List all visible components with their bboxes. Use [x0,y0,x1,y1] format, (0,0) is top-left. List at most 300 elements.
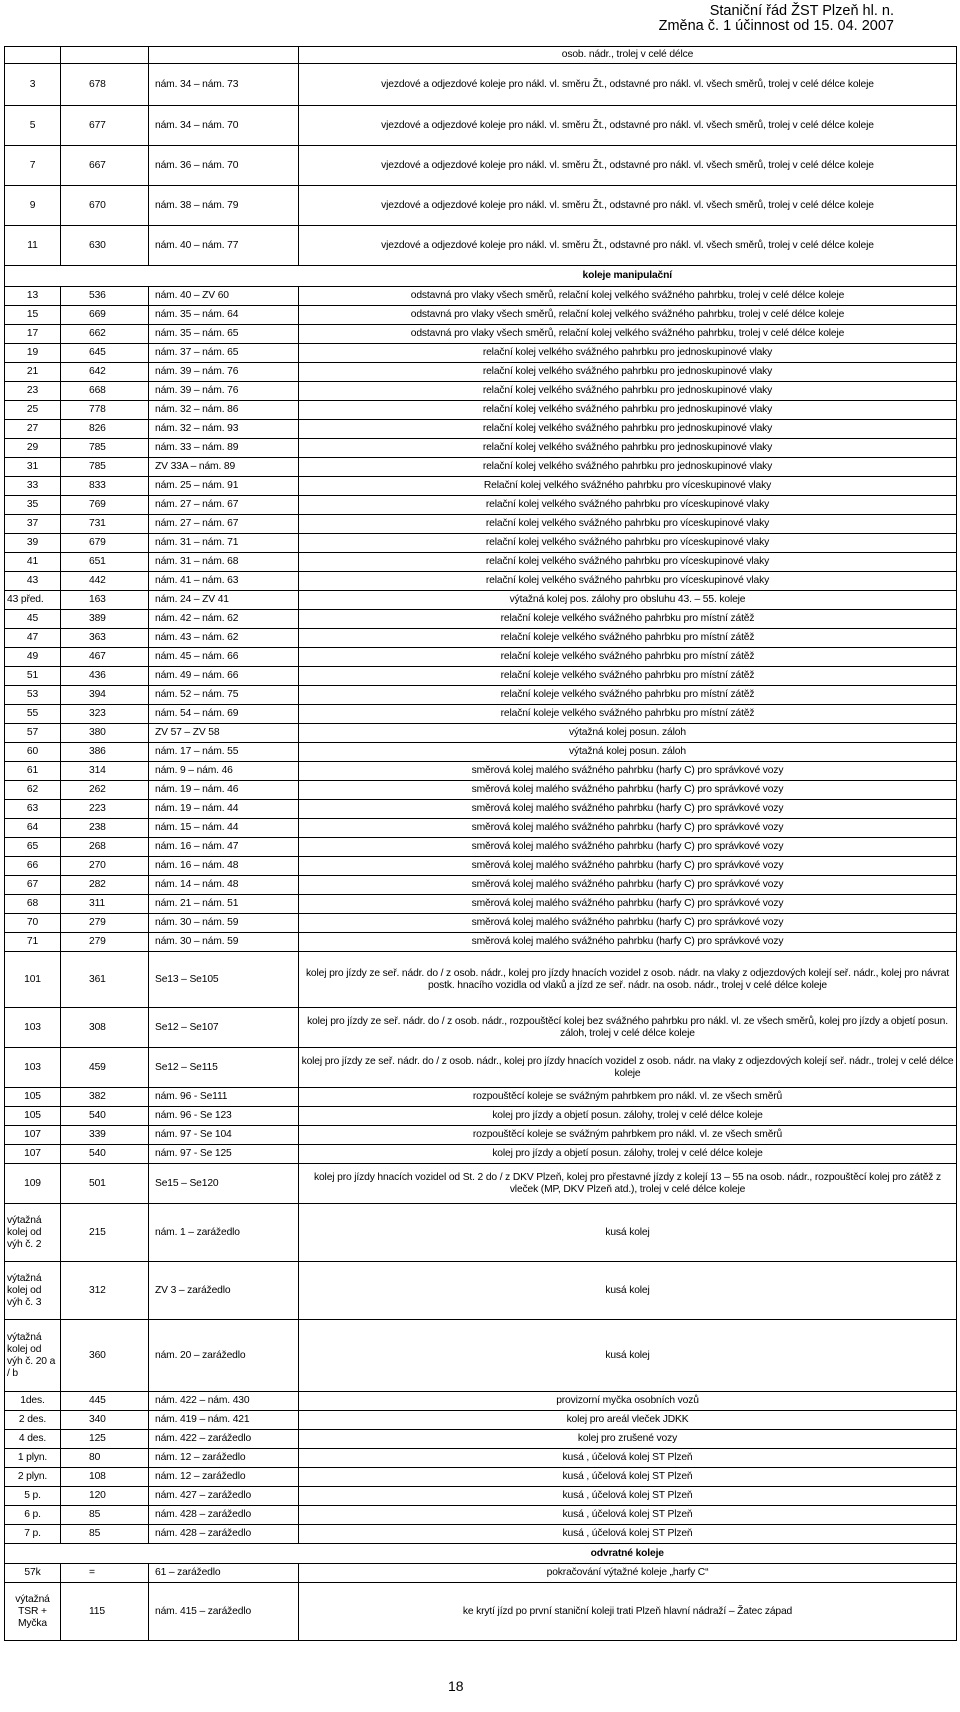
useful-length-cell: 668 [61,382,149,401]
track-table [4,46,957,1641]
track-purpose-cell: relační kolej velkého svážného pahrbku pro jednoskupinové vlaky [299,363,957,382]
track-purpose-cell: kolej pro areál vleček JDKK [299,1411,957,1430]
table-row [5,1107,957,1126]
useful-length-cell: 445 [61,1392,149,1411]
track-number-cell: 105 [5,1107,61,1126]
table-row [5,1048,957,1088]
track-number-cell: 19 [5,344,61,363]
useful-length-cell: 85 [61,1506,149,1525]
track-purpose-cell: odstavná pro vlaky všech směrů, relační kolej velkého svážného pahrbku, trolej v celé délce koleje [299,306,957,325]
track-limits-cell: nám. 31 – nám. 68 [149,553,299,572]
track-number-cell: 15 [5,306,61,325]
table-row [5,1145,957,1164]
track-number-cell: výtažná kolej od výh č. 2 [5,1204,61,1262]
track-number-cell: 2 des. [5,1411,61,1430]
track-limits-cell: nám. 19 – nám. 44 [149,800,299,819]
table-row [5,325,957,344]
track-table-wrapper [4,46,956,1641]
useful-length-cell: 282 [61,876,149,895]
track-limits-cell: nám. 41 – nám. 63 [149,572,299,591]
table-row [5,1392,957,1411]
useful-length-cell: 785 [61,458,149,477]
table-row [5,762,957,781]
section-heading: odvratné koleje [299,1544,957,1564]
track-number-cell: 47 [5,629,61,648]
track-number-cell: 71 [5,933,61,952]
track-purpose-cell: směrová kolej malého svážného pahrbku (harfy C) pro správkové vozy [299,819,957,838]
track-purpose-cell: provizorní myčka osobních vozů [299,1392,957,1411]
track-purpose-cell: odstavná pro vlaky všech směrů, relační kolej velkého svážného pahrbku, trolej v celé délce koleje [299,287,957,306]
useful-length-cell: 540 [61,1107,149,1126]
track-number-cell: 107 [5,1126,61,1145]
table-row [5,800,957,819]
table-row [5,1164,957,1204]
track-limits-cell: nám. 42 – nám. 62 [149,610,299,629]
track-number-cell: 35 [5,496,61,515]
useful-length-cell: 459 [61,1048,149,1088]
table-row [5,743,957,762]
useful-length-cell: 679 [61,534,149,553]
track-limits-cell: nám. 31 – nám. 71 [149,534,299,553]
table-row [5,344,957,363]
useful-length-cell: 642 [61,363,149,382]
useful-length-cell: 670 [61,186,149,226]
table-row [5,705,957,724]
track-purpose-cell: kusá , účelová kolej ST Plzeň [299,1449,957,1468]
track-number-cell: 21 [5,363,61,382]
track-purpose-cell: relační koleje velkého svážného pahrbku pro místní zátěž [299,610,957,629]
track-purpose-cell: kolej pro jízdy ze seř. nádr. do / z osob. nádr., kolej pro jízdy hnacích vozidel z osob. nádr. na vlaky z odjezdových kolejí seř. nádr., trolej v celé délce koleje [299,1048,957,1088]
track-number-cell: 9 [5,186,61,226]
section-row [5,266,957,287]
table-row [5,1525,957,1544]
track-purpose-cell: kusá kolej [299,1320,957,1392]
track-limits-cell: nám. 428 – zarážedlo [149,1506,299,1525]
useful-length-cell: 108 [61,1468,149,1487]
useful-length-cell: 312 [61,1262,149,1320]
track-purpose-cell: výtažná kolej posun. záloh [299,724,957,743]
track-number-cell: 70 [5,914,61,933]
table-row [5,629,957,648]
track-limits-cell: nám. 19 – nám. 46 [149,781,299,800]
track-number-cell: 2 plyn. [5,1468,61,1487]
useful-length-cell: 268 [61,838,149,857]
track-limits-cell: nám. 16 – nám. 48 [149,857,299,876]
table-row [5,1320,957,1392]
track-limits-cell: nám. 96 - Se 123 [149,1107,299,1126]
track-number-cell: 62 [5,781,61,800]
track-limits-cell: nám. 422 – nám. 430 [149,1392,299,1411]
track-number-cell: výtažná kolej od výh č. 3 [5,1262,61,1320]
track-number-cell: výtažná TSR + Myčka [5,1583,61,1641]
table-row [5,496,957,515]
track-number-cell: 41 [5,553,61,572]
track-purpose-cell: Relační kolej velkého svážného pahrbku pro víceskupinové vlaky [299,477,957,496]
table-row [5,648,957,667]
track-number-cell: 57k [5,1564,61,1583]
track-purpose-cell: kolej pro jízdy a objetí posun. zálohy, trolej v celé délce koleje [299,1107,957,1126]
useful-length-cell: 238 [61,819,149,838]
track-limits-cell: ZV 3 – zarážedlo [149,1262,299,1320]
track-number-cell: 60 [5,743,61,762]
track-limits-cell: nám. 36 – nám. 70 [149,146,299,186]
useful-length-cell: 769 [61,496,149,515]
useful-length-cell: 262 [61,781,149,800]
track-number-cell: 1des. [5,1392,61,1411]
section-heading: koleje manipulační [299,266,957,287]
useful-length-cell: 311 [61,895,149,914]
track-limits-cell: nám. 15 – nám. 44 [149,819,299,838]
table-row [5,1583,957,1641]
track-number-cell: 67 [5,876,61,895]
useful-length-cell: 389 [61,610,149,629]
track-number-cell: 25 [5,401,61,420]
useful-length-cell: 630 [61,226,149,266]
useful-length-cell: 662 [61,325,149,344]
table-row [5,1411,957,1430]
track-number-cell: 6 p. [5,1506,61,1525]
track-number-cell: 3 [5,64,61,106]
track-number-cell: 23 [5,382,61,401]
track-limits-cell: nám. 32 – nám. 86 [149,401,299,420]
useful-length-cell: 669 [61,306,149,325]
useful-length-cell: 323 [61,705,149,724]
track-limits-cell: nám. 21 – nám. 51 [149,895,299,914]
useful-length-cell: 436 [61,667,149,686]
useful-length-cell: 667 [61,146,149,186]
useful-length-cell: 120 [61,1487,149,1506]
track-number-cell: 4 des. [5,1430,61,1449]
table-row [5,952,957,1008]
track-purpose-cell: relační kolej velkého svážného pahrbku pro jednoskupinové vlaky [299,382,957,401]
track-limits-cell: nám. 27 – nám. 67 [149,515,299,534]
track-purpose-cell: rozpouštěcí koleje se svážným pahrbkem pro nákl. vl. ze všech směrů [299,1126,957,1145]
useful-length-cell: 363 [61,629,149,648]
track-purpose-cell: vjezdové a odjezdové koleje pro nákl. vl. směru Žt., odstavné pro nákl. vl. všech směrů, trolej v celé délce koleje [299,186,957,226]
table-row [5,515,957,534]
table-row [5,1262,957,1320]
track-number-cell: 109 [5,1164,61,1204]
useful-length-cell: 361 [61,952,149,1008]
track-limits-cell: nám. 32 – nám. 93 [149,420,299,439]
track-table-body [5,47,957,1641]
track-purpose-cell: kusá kolej [299,1204,957,1262]
useful-length-cell: 223 [61,800,149,819]
track-purpose-cell: kusá , účelová kolej ST Plzeň [299,1506,957,1525]
table-row [5,876,957,895]
track-number-cell: 29 [5,439,61,458]
track-number-cell: 31 [5,458,61,477]
table-row [5,1204,957,1262]
table-row [5,226,957,266]
track-number-cell: 5 p. [5,1487,61,1506]
track-limits-cell: nám. 37 – nám. 65 [149,344,299,363]
useful-length-cell: 115 [61,1583,149,1641]
track-purpose-cell: směrová kolej malého svážného pahrbku (harfy C) pro správkové vozy [299,838,957,857]
track-number-cell: 103 [5,1008,61,1048]
table-row [5,591,957,610]
track-purpose-cell: vjezdové a odjezdové koleje pro nákl. vl. směru Žt., odstavné pro nákl. vl. všech směrů, trolej v celé délce koleje [299,64,957,106]
page-number: 18 [448,1678,464,1694]
track-purpose-cell: relační koleje velkého svážného pahrbku pro místní zátěž [299,629,957,648]
continuation-text: osob. nádr., trolej v celé délce [299,47,957,64]
track-limits-cell: nám. 54 – nám. 69 [149,705,299,724]
track-limits-cell: nám. 25 – nám. 91 [149,477,299,496]
track-purpose-cell: směrová kolej malého svážného pahrbku (harfy C) pro správkové vozy [299,876,957,895]
track-purpose-cell: relační koleje velkého svážného pahrbku pro místní zátěž [299,686,957,705]
track-limits-cell: nám. 9 – nám. 46 [149,762,299,781]
track-limits-cell: Se13 – Se105 [149,952,299,1008]
useful-length-cell: = [61,1564,149,1583]
track-number-cell: 66 [5,857,61,876]
track-limits-cell: nám. 30 – nám. 59 [149,914,299,933]
track-limits-cell: nám. 427 – zarážedlo [149,1487,299,1506]
track-number-cell: výtažná kolej od výh č. 20 a / b [5,1320,61,1392]
useful-length-cell: 340 [61,1411,149,1430]
track-purpose-cell: směrová kolej malého svážného pahrbku (harfy C) pro správkové vozy [299,895,957,914]
table-row [5,1449,957,1468]
useful-length-cell: 270 [61,857,149,876]
track-limits-cell: nám. 20 – zarážedlo [149,1320,299,1392]
table-row [5,1088,957,1107]
track-purpose-cell: relační koleje velkého svážného pahrbku pro místní zátěž [299,648,957,667]
track-number-cell: 103 [5,1048,61,1088]
track-limits-cell: nám. 16 – nám. 47 [149,838,299,857]
track-purpose-cell: ke krytí jízd po první staniční koleji trati Plzeň hlavní nádraží – Žatec západ [299,1583,957,1641]
track-limits-cell: nám. 1 – zarážedlo [149,1204,299,1262]
useful-length-cell: 382 [61,1088,149,1107]
track-purpose-cell: směrová kolej malého svážného pahrbku (harfy C) pro správkové vozy [299,933,957,952]
track-purpose-cell: odstavná pro vlaky všech směrů, relační kolej velkého svážného pahrbku, trolej v celé délce koleje [299,325,957,344]
track-number-cell: 53 [5,686,61,705]
track-number-cell: 57 [5,724,61,743]
useful-length-cell: 536 [61,287,149,306]
track-purpose-cell: kusá kolej [299,1262,957,1320]
section-blank [5,266,299,287]
track-limits-cell: nám. 97 - Se 125 [149,1145,299,1164]
track-number-cell: 13 [5,287,61,306]
table-row [5,724,957,743]
track-limits-cell: Se12 – Se107 [149,1008,299,1048]
track-limits-cell: nám. 12 – zarážedlo [149,1449,299,1468]
track-limits-cell: nám. 43 – nám. 62 [149,629,299,648]
track-purpose-cell: směrová kolej malého svážného pahrbku (harfy C) pro správkové vozy [299,800,957,819]
track-limits-cell: nám. 12 – zarážedlo [149,1468,299,1487]
track-purpose-cell: kolej pro jízdy ze seř. nádr. do / z osob. nádr., kolej pro jízdy hnacích vozidel z osob. nádr. na vlaky z odjezdových kolejí seř. nádr., kolej pro návrat postk. hnacího vozidla od vlaků a jízd ze seř. nádr. na osob. nádr., trolej v celé délce koleje [299,952,957,1008]
table-row [5,106,957,146]
useful-length-cell: 339 [61,1126,149,1145]
track-purpose-cell: kolej pro jízdy ze seř. nádr. do / z osob. nádr., rozpouštěcí kolej bez svážného pahrbku pro nákl. vl. ze všech směrů, kolej pro jízdy a objetí posun. záloh, trolej v celé délce koleje [299,1008,957,1048]
track-number-cell: 17 [5,325,61,344]
track-purpose-cell: relační kolej velkého svážného pahrbku pro jednoskupinové vlaky [299,439,957,458]
track-limits-cell: nám. 38 – nám. 79 [149,186,299,226]
table-row [5,64,957,106]
track-purpose-cell: relační kolej velkého svážného pahrbku pro jednoskupinové vlaky [299,344,957,363]
table-row [5,819,957,838]
track-number-cell: 65 [5,838,61,857]
useful-length-cell: 163 [61,591,149,610]
track-number-cell: 39 [5,534,61,553]
useful-length-cell: 215 [61,1204,149,1262]
track-number-cell: 68 [5,895,61,914]
track-limits-cell: nám. 24 – ZV 41 [149,591,299,610]
track-limits-cell: nám. 419 – nám. 421 [149,1411,299,1430]
track-number-cell: 105 [5,1088,61,1107]
table-row [5,382,957,401]
table-row [5,1008,957,1048]
track-number-cell: 43 [5,572,61,591]
useful-length-cell: 785 [61,439,149,458]
track-limits-cell: nám. 97 - Se 104 [149,1126,299,1145]
track-number-cell: 45 [5,610,61,629]
track-purpose-cell: směrová kolej malého svážného pahrbku (harfy C) pro správkové vozy [299,781,957,800]
table-row [5,610,957,629]
track-number-cell: 107 [5,1145,61,1164]
track-limits-cell: nám. 415 – zarážedlo [149,1583,299,1641]
useful-length-cell: 540 [61,1145,149,1164]
track-number-cell: 55 [5,705,61,724]
continuation-blank [149,47,299,64]
track-limits-cell: 61 – zarážedlo [149,1564,299,1583]
track-number-cell: 49 [5,648,61,667]
track-purpose-cell: relační kolej velkého svážného pahrbku pro víceskupinové vlaky [299,496,957,515]
track-number-cell: 5 [5,106,61,146]
track-limits-cell: nám. 40 – ZV 60 [149,287,299,306]
track-limits-cell: nám. 39 – nám. 76 [149,363,299,382]
useful-length-cell: 314 [61,762,149,781]
useful-length-cell: 731 [61,515,149,534]
track-limits-cell: nám. 40 – nám. 77 [149,226,299,266]
continuation-row [5,47,957,64]
table-row [5,1487,957,1506]
track-purpose-cell: vjezdové a odjezdové koleje pro nákl. vl. směru Žt., odstavné pro nákl. vl. všech směrů, trolej v celé délce koleje [299,106,957,146]
useful-length-cell: 677 [61,106,149,146]
useful-length-cell: 360 [61,1320,149,1392]
track-number-cell: 1 plyn. [5,1449,61,1468]
useful-length-cell: 678 [61,64,149,106]
track-number-cell: 33 [5,477,61,496]
track-purpose-cell: relační kolej velkého svážného pahrbku pro jednoskupinové vlaky [299,420,957,439]
table-row [5,838,957,857]
table-row [5,1468,957,1487]
track-number-cell: 51 [5,667,61,686]
table-row [5,458,957,477]
table-row [5,477,957,496]
useful-length-cell: 380 [61,724,149,743]
track-limits-cell: nám. 422 – zarážedlo [149,1430,299,1449]
track-number-cell: 43 před. [5,591,61,610]
track-limits-cell: nám. 45 – nám. 66 [149,648,299,667]
track-purpose-cell: relační kolej velkého svážného pahrbku pro víceskupinové vlaky [299,515,957,534]
track-number-cell: 7 p. [5,1525,61,1544]
track-purpose-cell: relační koleje velkého svážného pahrbku pro místní zátěž [299,705,957,724]
table-row [5,914,957,933]
useful-length-cell: 279 [61,914,149,933]
track-purpose-cell: směrová kolej malého svážného pahrbku (harfy C) pro správkové vozy [299,762,957,781]
section-row [5,1544,957,1564]
continuation-blank [5,47,61,64]
track-limits-cell: nám. 14 – nám. 48 [149,876,299,895]
track-purpose-cell: kolej pro jízdy a objetí posun. zálohy, trolej v celé délce koleje [299,1145,957,1164]
table-row [5,146,957,186]
track-limits-cell: nám. 34 – nám. 70 [149,106,299,146]
table-row [5,401,957,420]
track-limits-cell: nám. 33 – nám. 89 [149,439,299,458]
track-limits-cell: ZV 33A – nám. 89 [149,458,299,477]
track-limits-cell: Se15 – Se120 [149,1164,299,1204]
track-limits-cell: nám. 35 – nám. 64 [149,306,299,325]
track-limits-cell: nám. 35 – nám. 65 [149,325,299,344]
useful-length-cell: 826 [61,420,149,439]
track-limits-cell: nám. 52 – nám. 75 [149,686,299,705]
table-row [5,363,957,382]
track-limits-cell: nám. 17 – nám. 55 [149,743,299,762]
track-number-cell: 11 [5,226,61,266]
table-row [5,1430,957,1449]
track-limits-cell: nám. 34 – nám. 73 [149,64,299,106]
useful-length-cell: 645 [61,344,149,363]
track-purpose-cell: směrová kolej malého svážného pahrbku (harfy C) pro správkové vozy [299,857,957,876]
useful-length-cell: 308 [61,1008,149,1048]
useful-length-cell: 442 [61,572,149,591]
table-row [5,686,957,705]
table-row [5,287,957,306]
header-title: Staniční řád ŽST Plzeň hl. n. [709,3,894,19]
useful-length-cell: 651 [61,553,149,572]
header-amendment: Změna č. 1 účinnost od 15. 04. 2007 [658,18,894,34]
track-purpose-cell: výtažná kolej posun. záloh [299,743,957,762]
table-row [5,534,957,553]
track-purpose-cell: relační kolej velkého svážného pahrbku pro jednoskupinové vlaky [299,401,957,420]
track-purpose-cell: relační kolej velkého svážného pahrbku pro víceskupinové vlaky [299,534,957,553]
section-blank [5,1544,299,1564]
track-limits-cell: nám. 428 – zarážedlo [149,1525,299,1544]
table-row [5,1506,957,1525]
track-limits-cell: nám. 27 – nám. 67 [149,496,299,515]
useful-length-cell: 279 [61,933,149,952]
track-number-cell: 7 [5,146,61,186]
track-limits-cell: Se12 – Se115 [149,1048,299,1088]
useful-length-cell: 501 [61,1164,149,1204]
table-row [5,186,957,226]
table-row [5,572,957,591]
table-row [5,439,957,458]
table-row [5,933,957,952]
document-header [659,4,894,34]
track-number-cell: 63 [5,800,61,819]
table-row [5,857,957,876]
useful-length-cell: 85 [61,1525,149,1544]
track-number-cell: 27 [5,420,61,439]
track-purpose-cell: relační kolej velkého svážného pahrbku pro víceskupinové vlaky [299,553,957,572]
track-purpose-cell: vjezdové a odjezdové koleje pro nákl. vl. směru Žt., odstavné pro nákl. vl. všech směrů, trolej v celé délce koleje [299,226,957,266]
table-row [5,781,957,800]
track-limits-cell: nám. 96 - Se111 [149,1088,299,1107]
useful-length-cell: 778 [61,401,149,420]
track-number-cell: 61 [5,762,61,781]
track-limits-cell: ZV 57 – ZV 58 [149,724,299,743]
table-row [5,895,957,914]
track-purpose-cell: kusá , účelová kolej ST Plzeň [299,1525,957,1544]
useful-length-cell: 467 [61,648,149,667]
track-purpose-cell: kusá , účelová kolej ST Plzeň [299,1468,957,1487]
table-row [5,553,957,572]
track-purpose-cell: kolej pro jízdy hnacích vozidel od St. 2 do / z DKV Plzeň, kolej pro přestavné jízdy z kolejí 13 – 55 na osob. nádr., rozpouštěcí kolej pro zátěž z vleček (MP, DKV Plzeň atd.), trolej v celé délce koleje [299,1164,957,1204]
track-purpose-cell: vjezdové a odjezdové koleje pro nákl. vl. směru Žt., odstavné pro nákl. vl. všech směrů, trolej v celé délce koleje [299,146,957,186]
useful-length-cell: 386 [61,743,149,762]
useful-length-cell: 125 [61,1430,149,1449]
continuation-blank [61,47,149,64]
